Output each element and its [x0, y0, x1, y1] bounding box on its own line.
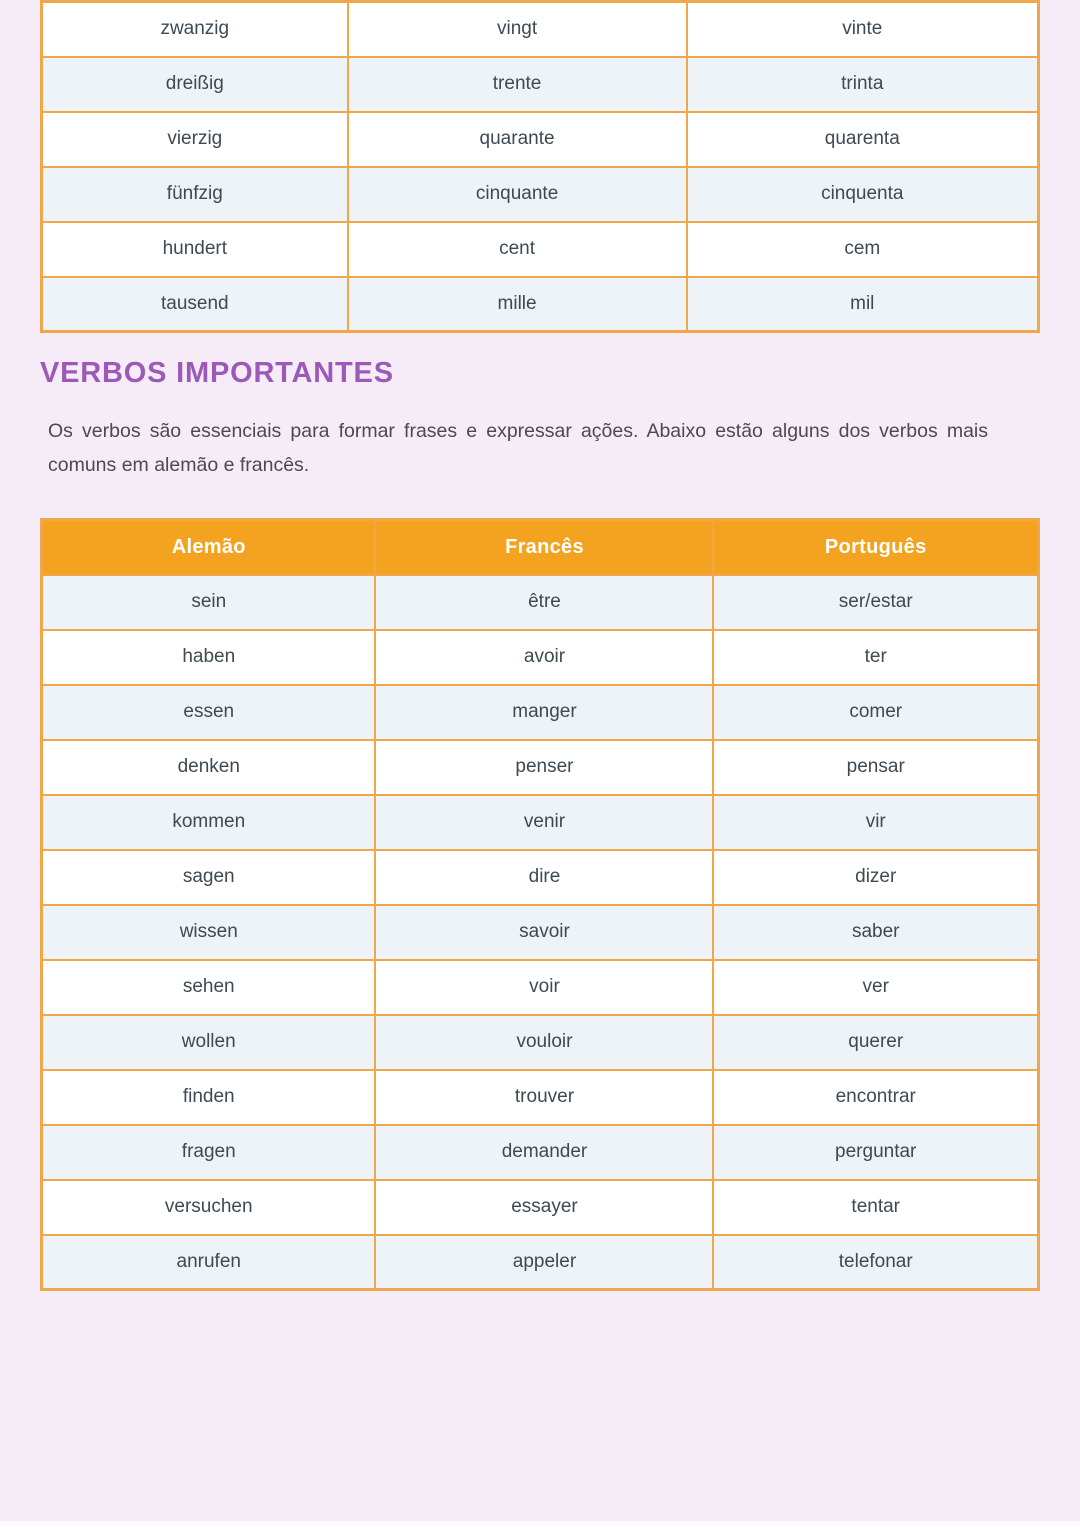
- table-row: [42, 905, 1039, 960]
- section-intro-paragraph: Os verbos são essenciais para formar frases e expressar ações. Abaixo estão alguns dos verbos mais comuns em alemão e francês.: [48, 420, 988, 476]
- table-cell: trouver: [375, 1070, 713, 1125]
- table-cell: être: [375, 575, 713, 630]
- table-cell: denken: [42, 740, 376, 795]
- table-cell: kommen: [42, 795, 376, 850]
- table-cell: mille: [348, 277, 687, 332]
- table-cell: wissen: [42, 905, 376, 960]
- table-cell: cem: [687, 222, 1039, 277]
- table-cell: venir: [375, 795, 713, 850]
- table-cell: tentar: [713, 1180, 1038, 1235]
- table-cell: tausend: [42, 277, 348, 332]
- section-title-verbos-importantes: VERBOS IMPORTANTES: [40, 357, 394, 389]
- table-cell: ser/estar: [713, 575, 1038, 630]
- table-row: [42, 685, 1039, 740]
- table-cell: zwanzig: [42, 2, 348, 57]
- table-cell: encontrar: [713, 1070, 1038, 1125]
- table-cell: vierzig: [42, 112, 348, 167]
- table-cell: vinte: [687, 2, 1039, 57]
- table-row: [42, 1070, 1039, 1125]
- table-cell: dizer: [713, 850, 1038, 905]
- table-cell: penser: [375, 740, 713, 795]
- verbs-comparison-table: [40, 518, 1040, 1291]
- table-cell: vir: [713, 795, 1038, 850]
- table-row: [42, 1180, 1039, 1235]
- table-cell: dire: [375, 850, 713, 905]
- table-cell: vingt: [348, 2, 687, 57]
- table-row: [42, 1015, 1039, 1070]
- table-cell: telefonar: [713, 1235, 1038, 1290]
- table-cell: demander: [375, 1125, 713, 1180]
- table-cell: vouloir: [375, 1015, 713, 1070]
- table-row: [42, 795, 1039, 850]
- table-cell: sagen: [42, 850, 376, 905]
- table-cell: quarante: [348, 112, 687, 167]
- table-cell: finden: [42, 1070, 376, 1125]
- table-cell: mil: [687, 277, 1039, 332]
- table-cell: cinquante: [348, 167, 687, 222]
- table-row: [42, 112, 1039, 167]
- table-cell: trinta: [687, 57, 1039, 112]
- table-cell: perguntar: [713, 1125, 1038, 1180]
- table-header-cell: Alemão: [42, 520, 376, 575]
- table-row: [42, 2, 1039, 57]
- table-cell: fünfzig: [42, 167, 348, 222]
- table-cell: ter: [713, 630, 1038, 685]
- table-cell: comer: [713, 685, 1038, 740]
- table-cell: pensar: [713, 740, 1038, 795]
- table-cell: sein: [42, 575, 376, 630]
- table-cell: versuchen: [42, 1180, 376, 1235]
- table-cell: ver: [713, 960, 1038, 1015]
- table-cell: essen: [42, 685, 376, 740]
- table-row: [42, 1125, 1039, 1180]
- page-bottom-edge: [0, 1521, 1080, 1527]
- table-cell: anrufen: [42, 1235, 376, 1290]
- table-cell: essayer: [375, 1180, 713, 1235]
- table-row: [42, 1235, 1039, 1290]
- table-cell: cinquenta: [687, 167, 1039, 222]
- table-row: [42, 630, 1039, 685]
- table-row: [42, 850, 1039, 905]
- numbers-comparison-table: [40, 0, 1040, 333]
- table-cell: quarenta: [687, 112, 1039, 167]
- table-cell: savoir: [375, 905, 713, 960]
- table-cell: voir: [375, 960, 713, 1015]
- table-cell: sehen: [42, 960, 376, 1015]
- table-cell: appeler: [375, 1235, 713, 1290]
- table-cell: cent: [348, 222, 687, 277]
- table-cell: dreißig: [42, 57, 348, 112]
- table-cell: wollen: [42, 1015, 376, 1070]
- table-cell: hundert: [42, 222, 348, 277]
- table-row: [42, 575, 1039, 630]
- table-cell: haben: [42, 630, 376, 685]
- table-cell: trente: [348, 57, 687, 112]
- table-row: [42, 222, 1039, 277]
- table-cell: saber: [713, 905, 1038, 960]
- table-row: [42, 740, 1039, 795]
- table-cell: avoir: [375, 630, 713, 685]
- table-cell: manger: [375, 685, 713, 740]
- table-row: [42, 960, 1039, 1015]
- table-header-cell: Francês: [375, 520, 713, 575]
- table-row: [42, 167, 1039, 222]
- table-row: [42, 57, 1039, 112]
- table-header-row: [42, 520, 1039, 575]
- table-cell: fragen: [42, 1125, 376, 1180]
- table-cell: querer: [713, 1015, 1038, 1070]
- table-row: [42, 277, 1039, 332]
- table-header-cell: Português: [713, 520, 1038, 575]
